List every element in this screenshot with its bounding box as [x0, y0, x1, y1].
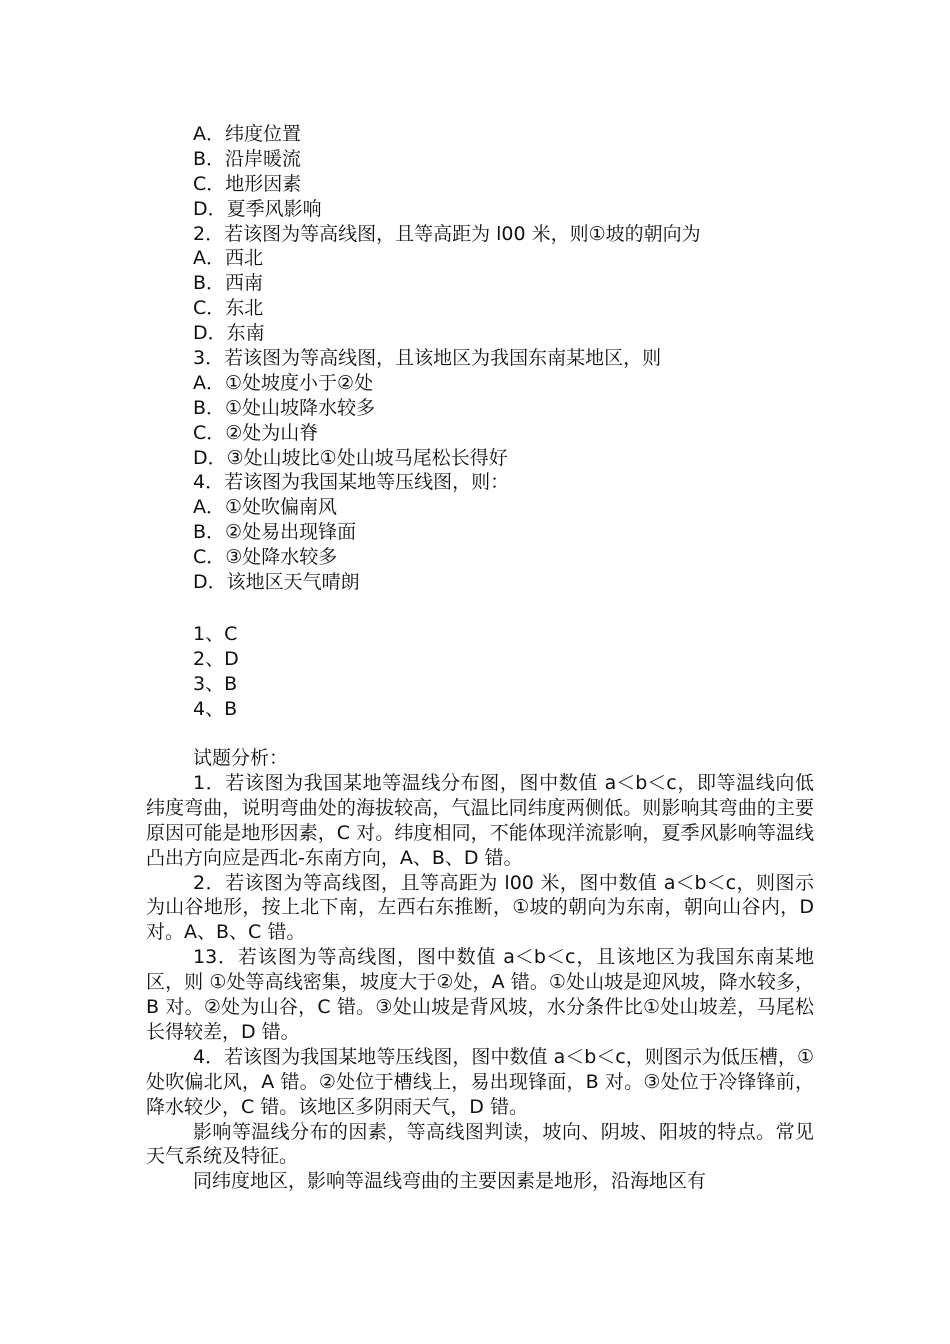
- option-line: D．夏季风影响: [193, 197, 322, 220]
- answer-item: 2、D: [193, 647, 239, 670]
- option-line: D．③处山坡比①处山坡马尾松长得好: [193, 446, 508, 469]
- option-line: A．①处坡度小于②处: [193, 371, 374, 394]
- analysis-section: [146, 746, 814, 1194]
- analysis-paragraph: 1．若该图为我国某地等温线分布图，图中数值 a＜b＜c，即等温线向低纬度弯曲，说明弯曲处的海拔较高，气温比同纬度两侧低。则影响其弯曲的主要原因可能是地形因素，C 对。纬度相同，不能体现洋流影响，夏季风影响等温线凸出方向应是西北-东南方向，A、B、D 错。: [146, 771, 814, 869]
- analysis-paragraph: 13．若该图为等高线图，图中数值 a＜b＜c，且该地区为我国东南某地区，则 ①处等高线密集，坡度大于②处，A 错。①处山坡是迎风坡，降水较多，B 对。②处为山谷，C 错。③处山坡是背风坡，水分条件比①处山坡差，马尾松长得较差，D 错。: [146, 946, 814, 1043]
- question-4: 4．若该图为我国某地等压线图，则：: [193, 471, 510, 494]
- option-line: C．③处降水较多: [193, 546, 338, 569]
- option-line: B．西南: [193, 272, 264, 295]
- analysis-paragraph: 4．若该图为我国某地等压线图，图中数值 a＜b＜c，则图示为低压槽，①处吹偏北风，A 错。②处位于槽线上，易出现锋面，B 对。③处位于冷锋锋前，降水较少，C 错。该地区多阴雨天气，D 错。: [146, 1045, 814, 1118]
- analysis-title: 试题分析：: [193, 747, 289, 769]
- option-line: A．①处吹偏南风: [193, 496, 338, 519]
- question-3: 3．若该图为等高线图，且该地区为我国东南某地区，则: [193, 347, 662, 370]
- question-options-block: [193, 122, 853, 595]
- option-line: D．该地区天气晴朗: [193, 571, 360, 594]
- option-line: A．西北: [193, 247, 263, 270]
- analysis-paragraph: 2．若该图为等高线图，且等高距为 l00 米，图中数值 a＜b＜c，则图示为山谷地形，按上北下南，左西右东推断，①坡的朝向为东南，朝向山谷内，D 对。A、B、C 错。: [146, 871, 814, 944]
- option-line: B．②处易出现锋面: [193, 521, 357, 544]
- question-2: 2．若该图为等高线图，且等高距为 l00 米，则①坡的朝向为: [193, 222, 701, 245]
- option-line: A．纬度位置: [193, 123, 301, 145]
- analysis-paragraph: 影响等温线分布的因素，等高线图判读，坡向、阴坡、阳坡的特点。常见天气系统及特征。: [146, 1120, 814, 1168]
- option-line: B．沿岸暖流: [193, 147, 302, 170]
- answer-key: [193, 622, 493, 722]
- option-line: D．东南: [193, 322, 265, 345]
- answer-item: 1、C: [193, 623, 238, 645]
- answer-item: 4、B: [193, 697, 238, 720]
- analysis-paragraph: 同纬度地区，影响等温线弯曲的主要因素是地形，沿海地区有: [193, 1170, 707, 1193]
- option-line: B．①处山坡降水较多: [193, 396, 376, 419]
- answer-item: 3、B: [193, 672, 238, 695]
- option-line: C．地形因素: [193, 172, 302, 195]
- option-line: C．②处为山脊: [193, 421, 319, 444]
- option-line: C．东北: [193, 297, 264, 320]
